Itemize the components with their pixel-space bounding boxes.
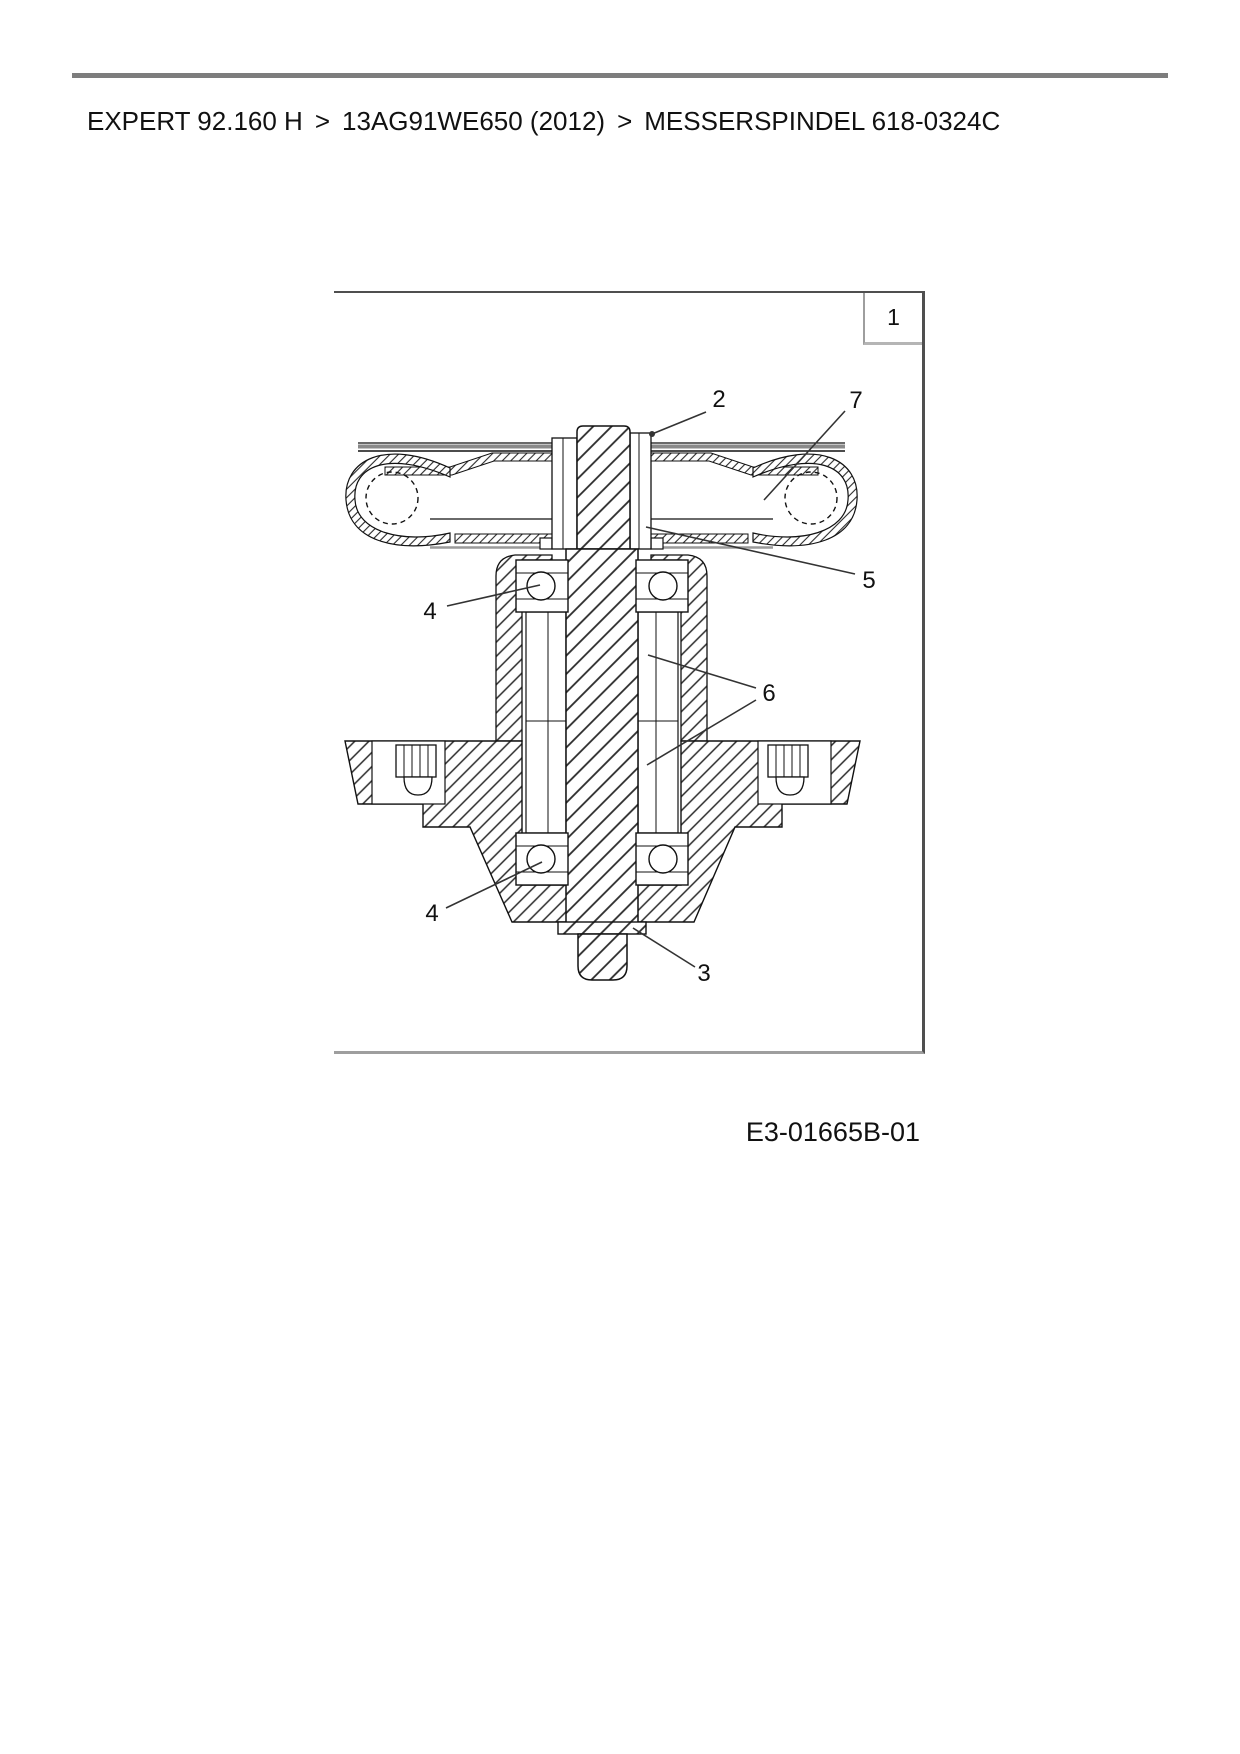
callout-label-3: 3 [697, 960, 711, 987]
callout-3 [633, 928, 695, 967]
breadcrumb-separator: > [617, 106, 633, 136]
breadcrumb-item-assembly: MESSERSPINDEL 618-0324C [644, 106, 1001, 136]
callout-2 [649, 412, 706, 437]
callout-label-7: 7 [849, 387, 863, 414]
callout-7 [764, 411, 845, 500]
flange-bolt-right [758, 741, 831, 804]
callout-label-2: 2 [712, 386, 726, 413]
breadcrumb-item-variant[interactable]: 13AG91WE650 (2012) [342, 106, 606, 136]
sheet-number-label: 1 [887, 304, 900, 330]
breadcrumb-item-model[interactable]: EXPERT 92.160 H [87, 106, 303, 136]
upper-bearing-right [636, 560, 688, 612]
upper-bearing-left [516, 560, 568, 612]
callout-label-5: 5 [862, 567, 876, 594]
breadcrumb-separator: > [314, 106, 331, 136]
callout-label-6: 6 [762, 680, 776, 707]
callout-label-4-upper: 4 [423, 598, 437, 625]
drawing-number: E3-01665B-01 [745, 1117, 920, 1147]
v-belt-section-right [785, 472, 837, 524]
flange-bolt-left [372, 741, 445, 804]
callout-label-4-lower: 4 [425, 900, 439, 927]
lower-bearing-right [636, 833, 688, 885]
v-belt-section-left [366, 472, 418, 524]
lower-bearing-left [516, 833, 568, 885]
